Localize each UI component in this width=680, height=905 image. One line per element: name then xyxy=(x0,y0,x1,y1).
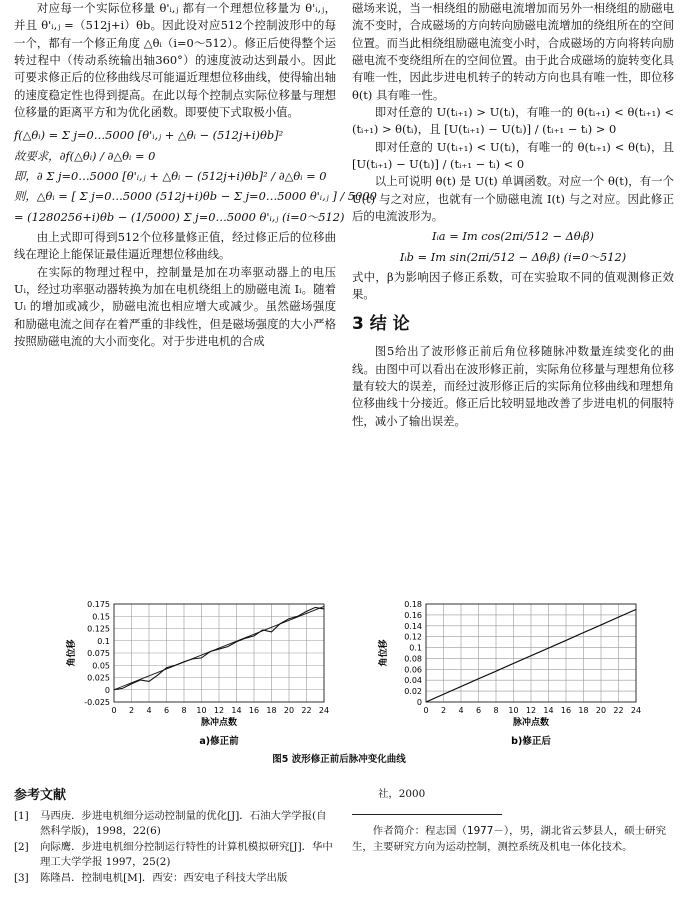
x-tick-label: 18 xyxy=(266,706,277,715)
y-tick-label: 0.025 xyxy=(87,673,110,683)
y-tick-label: 0.15 xyxy=(92,612,110,622)
body-paragraph: 即对任意的 U(tᵢ₊₁) < U(tᵢ)，有唯一的 θ(tᵢ₊₁) < θ(tᵢ)，且 [U(tᵢ₊₁) − U(tᵢ)] / (tᵢ₊₁ − tᵢ) < 0 xyxy=(352,139,674,171)
x-tick-label: 20 xyxy=(595,706,607,715)
x-tick-label: 6 xyxy=(163,706,170,715)
chart-before-correction xyxy=(54,598,339,753)
x-tick-label: 6 xyxy=(475,706,482,715)
x-tick-label: 0 xyxy=(423,706,429,715)
reference-number: [2] xyxy=(14,840,29,853)
y-tick-label: 0.08 xyxy=(404,654,422,664)
body-paragraph: 即对任意的 U(tᵢ₊₁) > U(tᵢ)，有唯一的 θ(tᵢ₊₁) < θ(tᵢ₊₁) < (tᵢ₊₁) > θ(tᵢ)，且 [U(tᵢ₊₁) − U(tᵢ)] / (tᵢ₊₁ − tᵢ) > 0 xyxy=(352,104,674,137)
x-tick-label: 12 xyxy=(213,706,225,715)
x-tick-label: 16 xyxy=(248,706,260,715)
equation-solution: 则，△θᵢ = [ Σ j=0…5000 (512j+i)θb − Σ j=0…5000 θ'ᵢ,ⱼ ] / 5000 xyxy=(14,189,377,204)
author-note: 作者简介：程志国（1977－），男，湖北省云梦县人，硕士研究生，主要研究方向为运动控制，测控系统及机电一体化技术。 xyxy=(352,825,666,854)
reference-number: [3] xyxy=(14,871,29,884)
reference-continuation: 社，2000 xyxy=(378,788,426,800)
x-tick-label: 8 xyxy=(493,706,499,715)
section-heading: 3 结 论 xyxy=(352,313,410,334)
y-tick-label: 0.02 xyxy=(404,687,422,697)
x-axis-label: 脉冲点数 xyxy=(200,718,238,728)
x-tick-label: 20 xyxy=(283,706,295,715)
equation-objective: f(△θᵢ) = Σ j=0…5000 [θ'ᵢ,ⱼ + △θᵢ − (512j+i)θb]² xyxy=(14,128,284,143)
x-tick-label: 24 xyxy=(630,706,642,715)
x-tick-label: 4 xyxy=(458,706,464,715)
equation-derivative: 故要求，∂f(△θᵢ) / ∂△θᵢ = 0 xyxy=(14,148,156,163)
x-tick-label: 18 xyxy=(578,706,589,715)
reference-item xyxy=(14,809,336,840)
chart-svg xyxy=(366,598,651,748)
y-tick-label: 0.1 xyxy=(97,636,110,646)
subfigure-caption: b)修正后 xyxy=(511,736,551,747)
reference-item xyxy=(14,871,336,887)
y-tick-label: 0.12 xyxy=(404,632,422,642)
y-tick-label: 0.05 xyxy=(92,661,110,671)
figure-caption-text: 图5 波形修正前后脉冲变化曲线 xyxy=(272,754,406,765)
y-tick-label: 0.1 xyxy=(409,643,422,653)
body-paragraph: 式中，β为影响因子修正系数，可在实验取不同的值观测修正效果。 xyxy=(352,269,674,302)
left-column xyxy=(14,0,377,350)
x-tick-label: 10 xyxy=(196,706,207,715)
x-tick-label: 16 xyxy=(560,706,572,715)
x-tick-label: 12 xyxy=(525,706,537,715)
right-column xyxy=(352,0,674,430)
divider xyxy=(352,814,502,815)
y-tick-label: -0.025 xyxy=(84,698,110,707)
references-heading: 参考文献 xyxy=(14,788,67,803)
body-paragraph: 在实际的物理过程中，控制量是加在功率驱动器上的电压 Uᵢ，经过功率驱动器转换为加在电机绕组上的励磁电流 Iᵢ。随着 Uᵢ 的增加或减少，励磁电流也相应增大或减少。虽然磁场强度和励磁电流之间存在着严重的非线性，但是磁场强度的大小严格按照励磁电流的大小而变化。对于步进电机的合成 xyxy=(14,264,336,348)
y-axis-label: 角位移 xyxy=(379,639,389,667)
body-paragraph: 由上式即可得到512个位移量修正值，经过修正后的位移曲线在理论上能保证最佳逼近理想位移曲线。 xyxy=(14,229,336,262)
y-tick-label: 0.175 xyxy=(87,600,110,609)
reference-text: 向际鹰．步进电机细分控制运行特性的计算机模拟研究[J]．华中理工大学学报 1997，25(2) xyxy=(40,840,333,869)
x-tick-label: 8 xyxy=(181,706,187,715)
body-paragraph: 磁场来说，当一相绕组的励磁电流增加而另外一相绕组的励磁电流不变时，合成磁场的方向转向励磁电流增加的绕组所在的空间位置。而当此相绕组励磁电流变小时，合成磁场的方向将转向励磁电流不变绕组所在的空间位置。由于此合成磁场的旋转变化具有唯一性，因此步进电机转子的转动方向也具有唯一性，即位移 θ(t) 具有唯一性。 xyxy=(352,1,674,102)
y-tick-label: 0.16 xyxy=(404,610,422,620)
y-tick-label: 0.06 xyxy=(404,665,422,675)
y-tick-label: 0.125 xyxy=(87,624,110,634)
y-tick-label: 0 xyxy=(416,698,422,707)
y-tick-label: 0.075 xyxy=(87,649,110,658)
y-tick-label: 0.04 xyxy=(404,676,422,686)
reference-item xyxy=(14,840,336,871)
reference-text: 陈隆昌．控制电机[M]．西安：西安电子科技大学出版 xyxy=(40,871,288,884)
x-tick-label: 22 xyxy=(301,706,312,715)
body-paragraph: 图5给出了波形修正前后角位移随脉冲数量连续变化的曲线。由图中可以看出在波形修正前，实际角位移量与理想角位移量有较大的误差，而经过波形修正后的实际角位移曲线和理想角位移曲线十分接近。修正后比较明显地改善了步进电机的伺服特性，减小了输出误差。 xyxy=(352,344,674,428)
reference-number: [1] xyxy=(14,809,29,822)
body-paragraph: 以上可说明 θ(t) 是 U(t) 单调函数。对应一个 θ(t)，有一个 U(t) 与之对应，也就有一个励磁电流 I(t) 与之对应。因此修正后的电流波形为。 xyxy=(352,174,674,223)
x-tick-label: 24 xyxy=(318,706,330,715)
x-tick-label: 14 xyxy=(543,706,554,715)
y-tick-label: 0.18 xyxy=(404,600,422,609)
x-tick-label: 14 xyxy=(231,706,242,715)
references xyxy=(14,786,336,887)
chart-after-correction xyxy=(366,598,651,753)
equation-current-b: Iᵢb = Im sin(2πi/512 − Δθᵢβ) (i=0～512) xyxy=(399,249,627,264)
x-tick-label: 2 xyxy=(128,706,135,715)
chart-svg xyxy=(54,598,339,748)
equation-current-a: Iᵢa = Im cos(2πi/512 − Δθᵢβ) xyxy=(432,229,594,244)
x-tick-label: 0 xyxy=(111,706,117,715)
right-footer xyxy=(352,786,666,855)
figure-caption xyxy=(14,753,664,767)
y-tick-label: 0 xyxy=(104,685,110,695)
x-tick-label: 2 xyxy=(440,706,447,715)
equation-simplified: = (1280256+i)θb − (1/5000) Σ j=0…5000 θ'ᵢ,ⱼ (i=0～512) xyxy=(14,209,345,224)
figure-5 xyxy=(14,598,664,766)
x-tick-label: 10 xyxy=(508,706,519,715)
subfigure-caption: a)修正前 xyxy=(199,736,239,747)
x-axis-label: 脉冲点数 xyxy=(512,718,550,728)
reference-text: 马西庚．步进电机细分运动控制量的优化[J]．石油大学学报(自然科学版)，1998，22(6) xyxy=(40,809,327,838)
y-tick-label: 0.14 xyxy=(404,621,422,631)
x-tick-label: 4 xyxy=(146,706,152,715)
x-tick-label: 22 xyxy=(613,706,624,715)
body-paragraph: 对应每一个实际位移量 θ'ᵢ,ⱼ 都有一个理想位移量为 θ'ᵢ,ⱼ，并且 θ'ᵢ,ⱼ =（512j+i）θb。因此设对应512个控制波形中的每一个，都有一个修正角度 △θᵢ（i=0～512）。修正后使得整个运转过程中（传动系统输出轴360°）的速度波动达到最小。因此可要求修正后的位移曲线尽可能逼近理想位移曲线，使得输出轴的速度稳定性也得到提高。在此以每个控制点实际位移量与理想位移量的距离平方和为优化函数。即要使下式取极小值。 xyxy=(14,1,336,119)
y-axis-label: 角位移 xyxy=(67,639,77,667)
equation-partial: 即，∂ Σ j=0…5000 [θ'ᵢ,ⱼ + △θᵢ − (512j+i)θb]² / ∂△θᵢ = 0 xyxy=(14,168,327,183)
